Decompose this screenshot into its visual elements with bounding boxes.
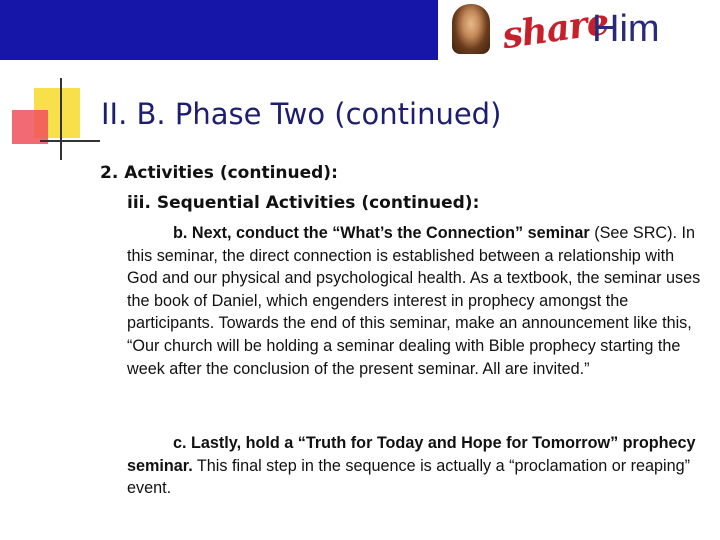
item-b-body: (See SRC). In this seminar, the direct connection is established between a relationship with God and our physical and psychological health. As a textbook, the seminar uses the book of Daniel, which engenders interest in prophecy amongst the participants. Towards the end of this seminar, make an announcement like this, “Our church will be holding a seminar dealing with Bible prophecy starting the week after the conclusion of the present seminar. All are invited.” <box>127 224 701 378</box>
logo-share-text: share <box>499 0 612 58</box>
decorative-vertical-line <box>60 78 62 160</box>
item-c-lead: c. Lastly, hold a “Truth for Today and Hope for Tomorrow” prophecy seminar. <box>127 434 696 475</box>
header-bar <box>0 0 438 60</box>
logo-him-text: Him <box>592 8 660 50</box>
paragraph-item-b <box>127 222 705 380</box>
paragraph-item-c <box>127 432 705 500</box>
slide-title: II. B. Phase Two (continued) <box>101 97 502 131</box>
section-heading: 2. Activities (continued): <box>100 163 338 183</box>
sub-heading: iii. Sequential Activities (continued): <box>127 193 480 213</box>
item-b-lead: b. Next, conduct the “What’s the Connection” seminar <box>173 224 590 242</box>
decorative-red-square <box>12 110 48 144</box>
portrait-icon <box>452 4 490 54</box>
item-c-body: This final step in the sequence is actually a “proclamation or reaping” event. <box>127 456 690 498</box>
share-him-logo <box>440 0 720 60</box>
decorative-horizontal-line <box>40 140 100 142</box>
